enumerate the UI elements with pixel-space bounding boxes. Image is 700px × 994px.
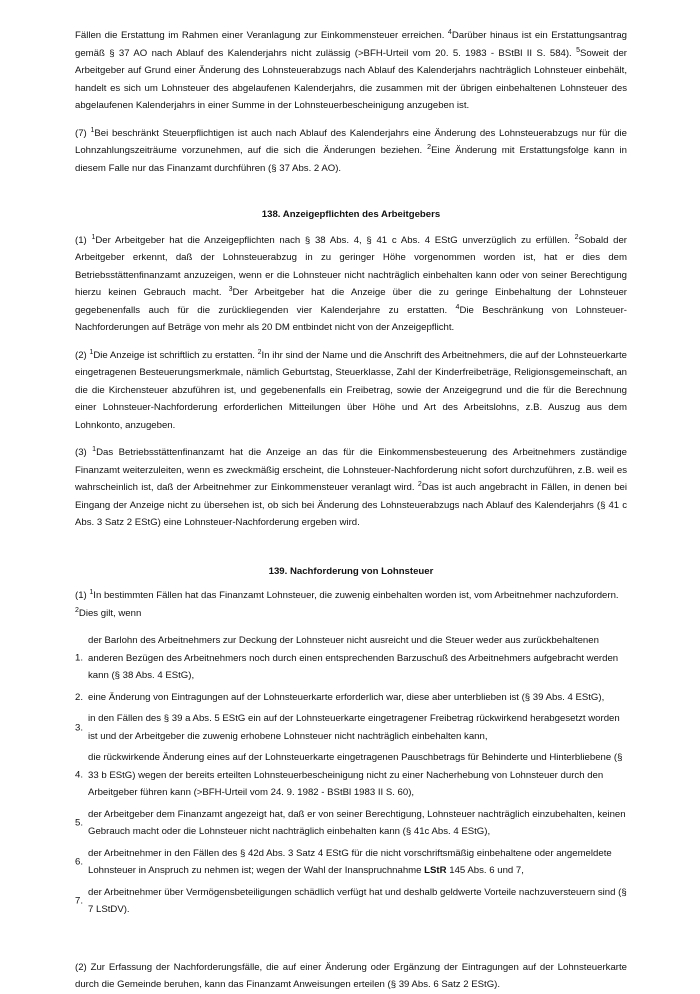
- section-138-paragraph-1: [75, 232, 627, 337]
- sentence-number: 2: [257, 348, 262, 356]
- section-138-paragraph-2: [75, 347, 627, 435]
- list-item: [75, 884, 627, 919]
- paragraph-number: (3): [75, 447, 93, 458]
- text: Das Betriebsstättenfinanzamt hat die Anzeige an das für die Einkommensbesteuerung des Arbeitnehmers zuständige Finanzamt weiterzuleiten, wenn es zweckmäßig erscheint, die Lohnsteuer-Nachforderung nicht sofort durchzuführen, z.B. weil es wahrscheinlich ist, daß der Arbeitnehmer zur Einkommensteuer veranlagt wird.: [75, 447, 627, 493]
- text: Sobald der Arbeitgeber erkennt, daß der Lohnsteuerabzug in zu geringer Höhe vorgenommen worden ist, hat er dies dem Betriebsstättenfinanzamt anzuzeigen, wenn er die Lohnsteuer nicht nachträglich einbehalten kann oder von seiner Berechtigung hierzu keinen Gebrauch macht.: [75, 234, 627, 298]
- sentence-number: 2: [417, 481, 422, 488]
- list-item: [75, 689, 627, 707]
- list-number: 6.: [75, 856, 84, 868]
- list-item-text: eine Änderung von Eintragungen auf der Lohnsteuerkarte erforderlich war, diese aber unterblieben ist (§ 39 Abs. 4 EStG),: [88, 691, 605, 703]
- text: Der Arbeitgeber hat die Anzeige über die zu geringe Einbehaltung der Lohnsteuer gegebenenfalls auch für die zurückliegenden vier Kalenderjahre zu erstatten.: [75, 287, 627, 316]
- paragraph-continuation: [75, 27, 627, 115]
- sentence-number: 2: [427, 144, 432, 151]
- list-item-text: in den Fällen des § 39 a Abs. 5 EStG ein auf der Lohnsteuerkarte eingetragener Freibetrag rückwirkend herabgesetzt worden ist und der Arbeitgeber die zuwenig erhobene Lohnsteuer nicht nachträglich einbehalten kann,: [88, 713, 620, 742]
- list-number: 4.: [75, 769, 84, 781]
- paragraph-number: (1): [75, 590, 90, 601]
- sentence-number: 2: [75, 606, 79, 614]
- list-number: 2.: [75, 691, 84, 703]
- text: Darüber hinaus ist ein Erstattungsantrag gemäß § 37 AO nach Ablauf des Kalenderjahrs nicht zulässig (>BFH-Urteil vom 20. 5. 1983 - BStBl II S. 584).: [75, 30, 627, 59]
- text: Dies gilt, wenn: [78, 607, 142, 619]
- text: Die Anzeige ist schriftlich zu erstatten.: [93, 349, 258, 361]
- text: Eine Änderung mit Erstattungsfolge kann in diesem Falle nur das Finanzamt durchführen (§ 37 Abs. 2 AO).: [75, 145, 628, 174]
- section-138-paragraph-3: [75, 444, 627, 532]
- text: Fällen die Erstattung im Rahmen einer Veranlagung zur Einkommensteuer erreichen.: [75, 30, 448, 41]
- sentence-number: 1: [89, 589, 94, 596]
- list-item-text: der Arbeitnehmer in den Fällen des § 42d Abs. 3 Satz 4 EStG für die nicht vorschriftsmäßig einbehaltene oder angemeldete Lohnsteuer in Anspruch zu nehmen ist; wegen der Wahl der Inanspruchnahme: [88, 847, 612, 876]
- text: Bei beschränkt Steuerpflichtigen ist auch nach Ablauf des Kalenderjahrs eine Änderung des Lohnsteuerabzugs nur für die Lohnzahlungszeiträume vorzunehmen, auf die sich die Änderungen beziehen.: [75, 127, 627, 156]
- sentence-number: 3: [228, 286, 233, 293]
- sentence-number: 1: [92, 446, 97, 453]
- list-item-text: 145 Abs. 6 und 7,: [446, 865, 524, 876]
- list-item-text: der Arbeitgeber dem Finanzamt angezeigt hat, daß er von seiner Berechtigung, Lohnsteuer nachträglich einzubehalten, keinen Gebrauch macht oder die Lohnsteuer nicht nachträglich einbehalten kann (§ 41c Abs. 4 EStG),: [88, 808, 626, 837]
- nachforderung-list: [75, 632, 627, 919]
- list-item: [75, 806, 627, 841]
- document-page: [75, 27, 627, 994]
- text: In ihr sind der Name und die Anschrift des Arbeitnehmers, die auf der Lohnsteuerkarte eingetragenen Besteuerungsmerkmale, nämlich Geburtstag, Steuerklasse, Zahl der Kinderfreibeträge, Religionsgemeinschaft, an die die Kirchensteuer abzuführen ist, und gegebenenfalls ein Freibetrag, sowie der Anzeigegrund und die für die Berechnung einer Lohnsteuer-Nachforderung erforderlichen Mitteilungen über Höhe und Art des Arbeitslohns, z.B. Auszug aus dem Lohnkonto, anzugeben.: [75, 349, 627, 431]
- list-number: 1.: [75, 652, 84, 664]
- sentence-number: 5: [576, 46, 580, 54]
- section-139-title: 139. Nachforderung von Lohnsteuer: [268, 565, 434, 577]
- list-item: [75, 749, 627, 802]
- text: Soweit der Arbeitgeber auf Grund einer Änderung des Lohnsteuerabzugs nach Ablauf des Kalenderjahrs nachträglich Lohnsteuer einbehält, handelt es sich um Lohnsteuer des abgelaufenen Kalenderjahrs, die zusammen mit der übrigen einbehaltenen Lohnsteuer des abgelaufenen Kalenderjahrs in einer Summe in der Lohnsteuerbescheinigung anzugeben ist.: [75, 47, 627, 111]
- sentence-number: 4: [455, 303, 460, 311]
- section-139-paragraph-1: [75, 587, 627, 622]
- paragraph-number: (7): [75, 127, 91, 139]
- lstr-reference: LStR: [424, 865, 447, 876]
- list-item-text: der Barlohn des Arbeitnehmers zur Deckung der Lohnsteuer nicht ausreicht und die Steuer weder aus zurückbehaltenen anderen Bezügen des Arbeitnehmers noch durch einen entsprechenden Barzuschuß des Arbeitnehmers aufgebracht werden kann (§ 38 Abs. 4 EStG),: [88, 635, 619, 681]
- list-item: [75, 632, 627, 685]
- list-item-text: die rückwirkende Änderung eines auf der Lohnsteuerkarte eingetragenen Pauschbetrags für Behinderte und Hinterbliebene (§ 33 b EStG) wegen der bereits erteilten Lohnsteuerbescheinigung nicht zu einer Nacherhebung von Lohnsteuer durch den Arbeitgeber führen kann (>BFH-Urteil vom 24. 9. 1982 - BStBl 1983 II S. 60),: [88, 752, 623, 798]
- list-item: [75, 845, 627, 880]
- paragraph-number: (2): [75, 349, 90, 361]
- list-number: 7.: [75, 895, 84, 907]
- list-item: [75, 710, 627, 745]
- section-138-body: [75, 232, 627, 532]
- list-number: 5.: [75, 817, 84, 829]
- sentence-number: 2: [574, 233, 579, 241]
- text: Das ist auch angebracht in Fällen, in denen bei Eingang der Anzeige nicht zu übersehen ist, ob sich bei Änderung des Lohnsteuerabzugs nach Ablauf des Kalenderjahrs (§ 41 c Abs. 3 Satz 2 EStG) eine Lohnsteuer-Nachforderung ergeben wird.: [75, 482, 627, 528]
- text: Der Arbeitgeber hat die Anzeigepflichten nach § 38 Abs. 4, § 41 c Abs. 4 EStG unverzüglich zu erfüllen.: [95, 234, 575, 246]
- sentence-number: 1: [89, 348, 94, 356]
- list-number: 3.: [75, 721, 84, 733]
- sentence-number: 4: [447, 29, 452, 36]
- text: In bestimmten Fällen hat das Finanzamt Lohnsteuer, die zuwenig einbehalten worden ist, vom Arbeitnehmer nachzufordern.: [93, 590, 619, 601]
- paragraph-7: [75, 125, 627, 178]
- list-item-text: der Arbeitnehmer über Vermögensbeteiligungen schädlich verfügt hat und deshalb geldwerte Vorteile nachzuversteuern sind (§ 7 LStDV).: [88, 886, 627, 915]
- sentence-number: 1: [90, 126, 95, 134]
- section-139-paragraph-2: (2) Zur Erfassung der Nachforderungsfälle, die auf einer Änderung oder Ergänzung der Eintragungen auf der Lohnsteuerkarte durch die Gemeinde beruhen, kann das Finanzamt Anweisungen erteilen (§ 39 Abs. 6 Satz 2 EStG).: [75, 961, 627, 990]
- sentence-number: 1: [91, 233, 96, 241]
- text: Die Beschränkung von Lohnsteuer-Nachforderungen auf Beträge von mehr als 20 DM entbindet nicht von der Anzeigepflicht.: [75, 304, 627, 333]
- paragraph-number: (1): [75, 234, 92, 246]
- section-138-title: 138. Anzeigepflichten des Arbeitgebers: [261, 209, 441, 220]
